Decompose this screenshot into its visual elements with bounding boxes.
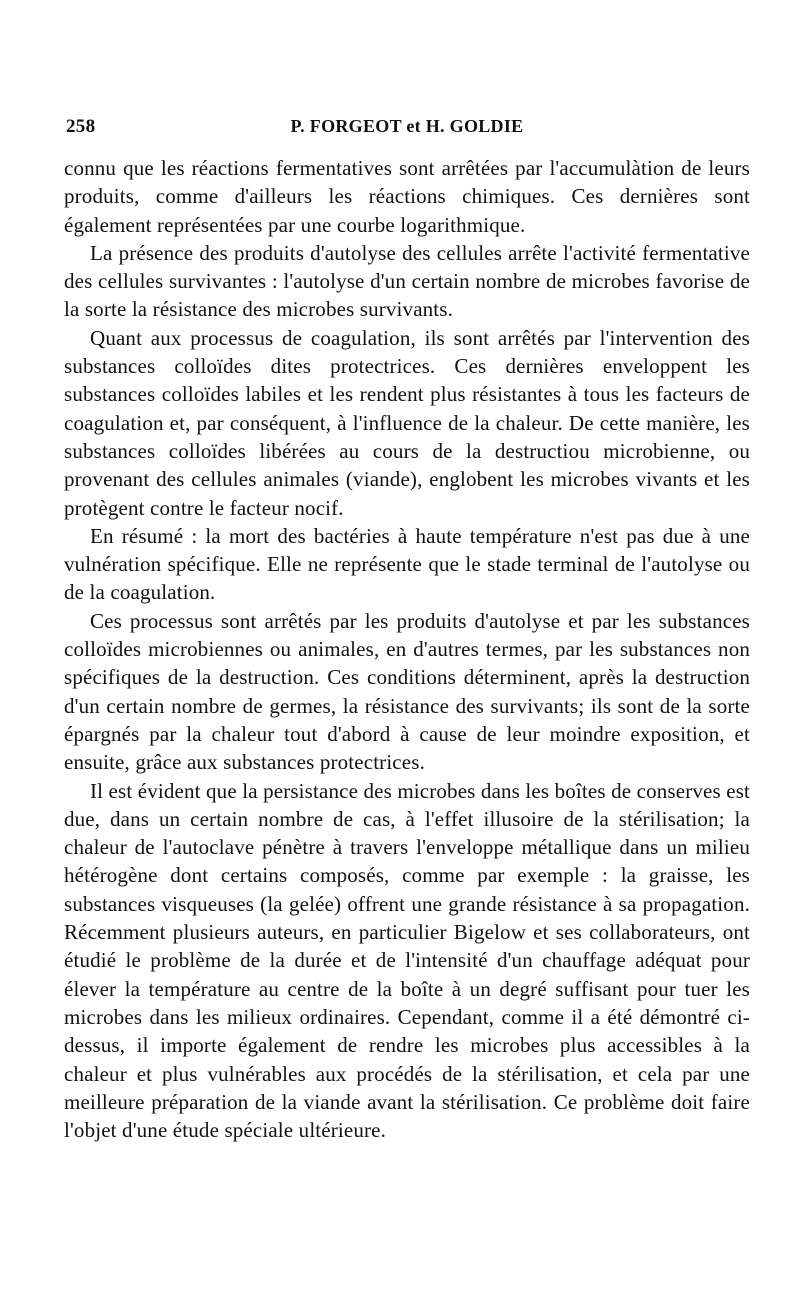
paragraph-autolyse: La présence des produits d'autolyse des cellules arrête l'activité fermentative des cellules survivantes : l'autolyse d'un certain nombre de microbes favorise de la sorte la résistance des microbes survivants.: [64, 240, 750, 322]
paragraph-conserves: Il est évident que la persistance des microbes dans les boîtes de conserves est due, dans un certain nombre de cas, à l'effet illusoire de la stérilisation; la chaleur de l'autoclave pénètre à travers l'enveloppe métallique dans un milieu hétérogène dont certains composés, comme par exemple : la graisse, les substances visqueuses (la gelée) offrent une grande résistance à sa propagation. Récemment plusieurs auteurs, en particulier Bigelow et ses collaborateurs, ont étudié le problème de la durée et de l'intensité d'un chauffage adéquat pour élever la température au centre de la boîte à un degré suffisant pour tuer les microbes dans les milieux ordinaires. Cependant, comme il a été démontré ci-dessus, il importe également de rendre les microbes plus accessibles à la chaleur et plus vulnérables aux procédés de la stérilisation, et cela par une meilleure préparation de la viande avant la stérilisation. Ce problème doit faire l'objet d'une étude spéciale ultérieure.: [64, 778, 750, 1143]
book-page: [64, 112, 750, 1144]
paragraph-processus: Ces processus sont arrêtés par les produits d'autolyse et par les substances colloïdes microbiennes ou animales, en d'autres termes, par les substances non spécifiques de la destruction. Ces conditions déterminent, après la destruction d'un certain nombre de germes, la résistance des survivants; ils sont de la sorte épargnés par la chaleur tout d'abord à cause de leur moindre exposition, et ensuite, grâce aux substances protectrices.: [64, 608, 750, 775]
paragraph-resume: En résumé : la mort des bactéries à haute température n'est pas due à une vulnération spécifique. Elle ne représente que le stade terminal de l'autolyse ou de la coagulation.: [64, 523, 750, 605]
running-head-title: P. FORGEOT et H. GOLDIE: [290, 116, 524, 136]
page-number: 258: [66, 116, 96, 137]
paragraph-coagulation: Quant aux processus de coagulation, ils sont arrêtés par l'intervention des substances colloïdes dites protectrices. Ces dernières enveloppent les substances colloïdes labiles et les rendent plus résistantes à tous les facteurs de coagulation et, par conséquent, à l'influence de la chaleur. De cette manière, les substances colloïdes libérées au cours de la destructiou microbienne, ou provenant des cellules animales (viande), englobent les microbes vivants et les protègent contre le facteur nocif.: [64, 325, 750, 520]
running-head: [64, 112, 750, 144]
paragraph-continuation: connu que les réactions fermentatives sont arrêtées par l'accumulàtion de leurs produits, comme d'ailleurs les réactions chimiques. Ces dernières sont également représentées par une courbe logarithmique.: [64, 156, 750, 237]
body-text: [64, 154, 750, 1144]
